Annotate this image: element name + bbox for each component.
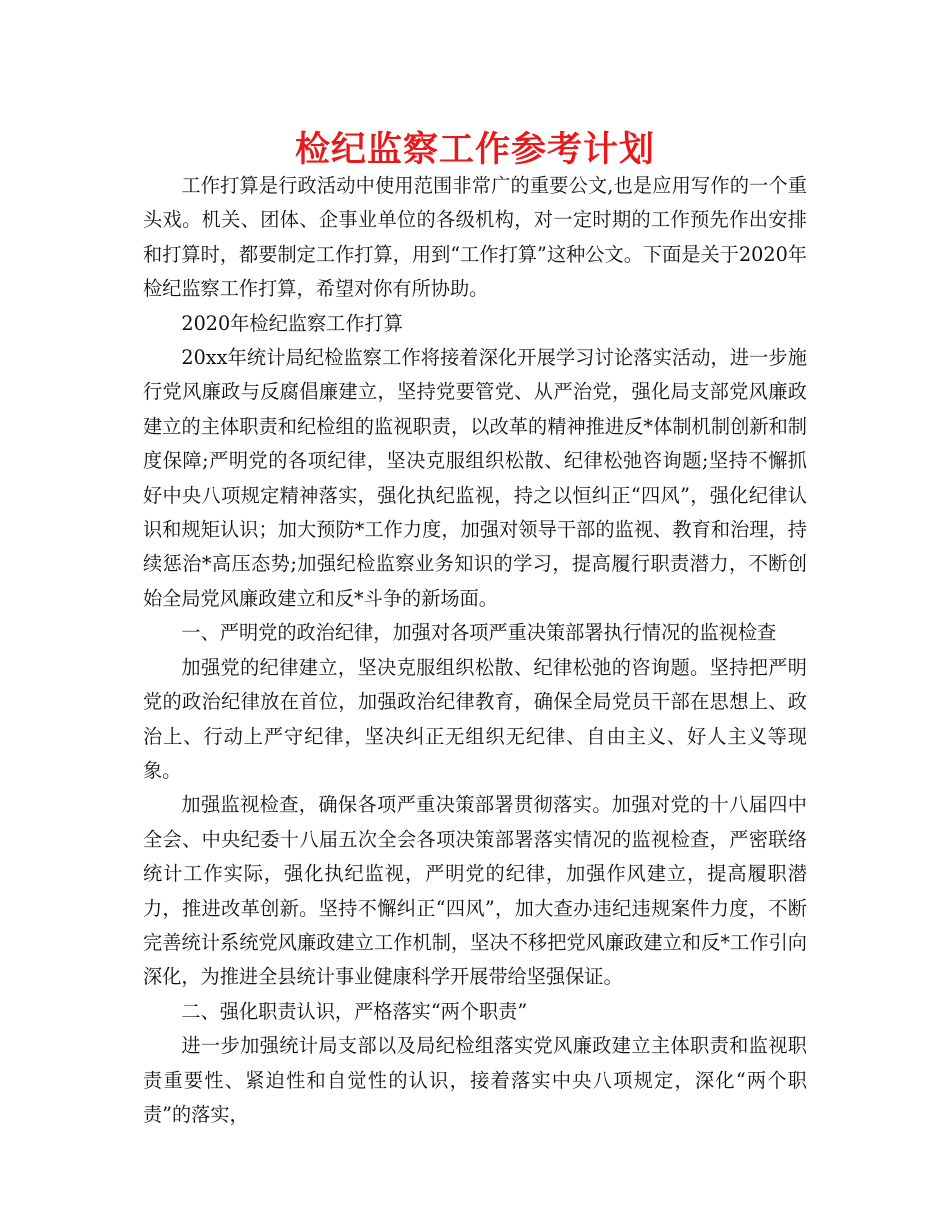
paragraph-intro: 工作打算是行政活动中使用范围非常广的重要公文,也是应用写作的一个重头戏。机关、团体、企事业单位的各级机构，对一定时期的工作预先作出安排和打算时，都要制定工作打算，用到“工作打算”这种公文。下面是关于2020年检纪监察工作打算，希望对你有所协助。 [143,174,807,301]
paragraph-subtitle: 2020年检纪监察工作打算 [181,311,403,335]
document-title: 检纪监察工作参考计划 [294,130,655,170]
section-heading-1: 一、严明党的政治纪律，加强对各项严重决策部署执行情况的监视检查 [181,621,777,645]
paragraph-discipline: 加强党的纪律建立，坚决克服组织松散、纪律松弛的咨询题。坚持把严明党的政治纪律放在首位，加强政治纪律教育，确保全局党员干部在思想上、政治上、行动上严守纪律，坚决纠正无组织无纪律、自由主义、好人主义等现象。 [143,655,807,782]
paragraph-overview: 20xx年统计局纪检监察工作将接着深化开展学习讨论落实活动，进一步施行党风廉政与反腐倡廉建立，坚持党要管党、从严治党，强化局支部党风廉政建立的主体职责和纪检组的监视职责，以改革的精神推进反*体制机制创新和制度保障;严明党的各项纪律，坚决克服组织松散、纪律松弛咨询题;坚持不懈抓好中央八项规定精神落实，强化执纪监视，持之以恒纠正“四风”，强化纪律认识和规矩认识；加大预防*工作力度，加强对领导干部的监视、教育和治理，持续惩治*高压态势;加强纪检监察业务知识的学习，提高履行职责潜力，不断创始全局党风廉政建立和反*斗争的新场面。 [143,346,807,610]
document-body [143,169,807,1132]
section-heading-2: 二、强化职责认识，严格落实“两个职责” [181,999,528,1023]
paragraph-responsibility: 进一步加强统计局支部以及局纪检组落实党风廉政建立主体职责和监视职责重要性、紧迫性和自觉性的认识，接着落实中央八项规定，深化“两个职责”的落实， [143,1034,807,1126]
paragraph-supervision: 加强监视检查，确保各项严重决策部署贯彻落实。加强对党的十八届四中全会、中央纪委十八届五次全会各项决策部署落实情况的监视检查，严密联络统计工作实际，强化执纪监视，严明党的纪律，加强作风建立，提高履职潜力，推进改革创新。坚持不懈纠正“四风”，加大查办违纪违规案件力度，不断完善统计系统党风廉政建立工作机制，坚决不移把党风廉政建立和反*工作引向深化，为推进全县统计事业健康科学开展带给坚强保证。 [143,793,807,989]
